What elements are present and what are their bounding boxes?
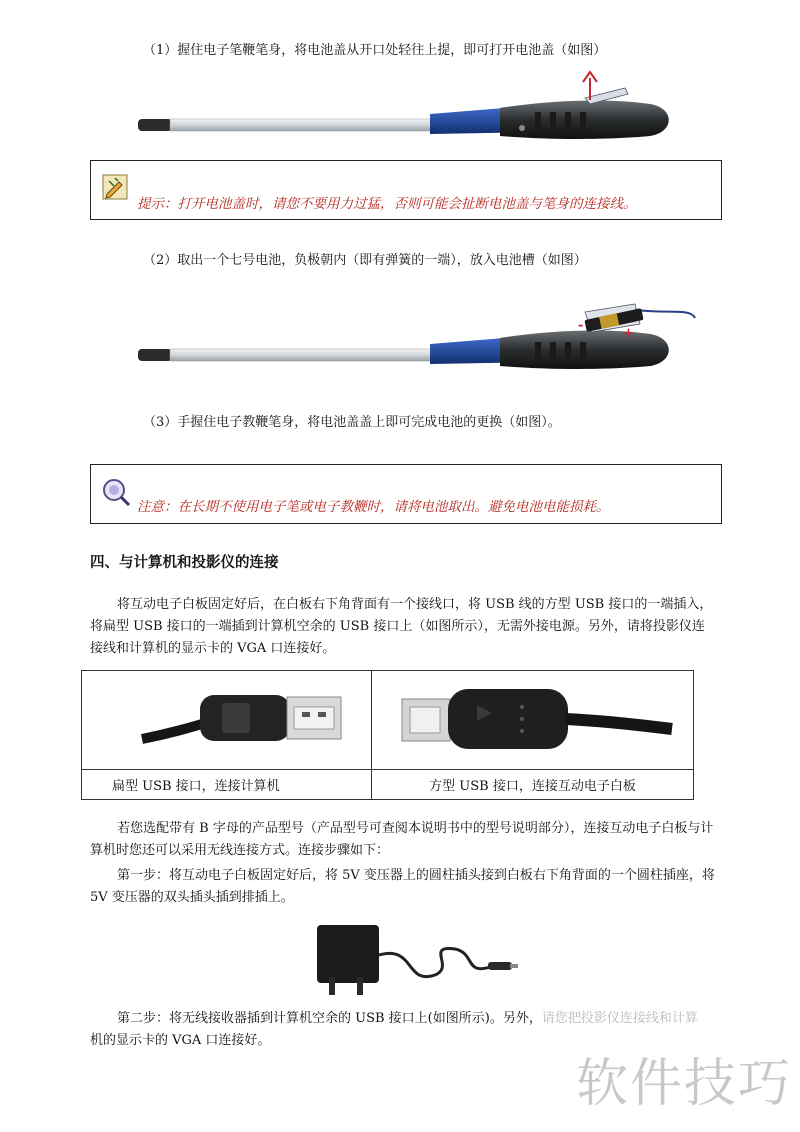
step-one-paragraph: 第一步：将互动电子白板固定好后，将 5V 变压器上的圆柱插头接到白板右下角背面的一个圆柱插座，将 5V 变压器的双头插头插到排插上。: [90, 868, 715, 905]
connection-paragraph: 将互动电子白板固定好后，在白板右下角背面有一个接线口，将 USB 线的方型 USB 接口的一端插入，将扁型 USB 接口的一端插到计算机空余的 USB 接口上（如图所示），无需外接电源。另外，请将投影仪连接线和计算机的显示卡的 VGA 口连接好。: [90, 597, 713, 656]
step-two-line1-text: 第二步：将无线接收器插到计算机空余的 USB 接口上(如图所示)。另外，: [117, 1011, 542, 1026]
step-two-line2: 机的显示卡的 VGA 口连接好。: [90, 1033, 271, 1048]
battery-minus-label: -: [578, 318, 584, 333]
flat-usb-image: [82, 671, 371, 765]
battery-plus-label: +: [623, 326, 634, 341]
square-usb-image: [372, 671, 693, 765]
square-usb-image-cell: [372, 671, 694, 770]
step3-text: （3）手握住电子教鞭笔身，将电池盖盖上即可完成电池的更换（如图）。: [143, 415, 561, 430]
step1-text: （1）握住电子笔鞭笔身，将电池盖从开口处轻往上提，即可打开电池盖（如图）: [143, 43, 607, 58]
tip-box: [90, 160, 722, 220]
pencil-note-icon: [101, 173, 129, 201]
step-two-line1: [117, 1011, 698, 1027]
power-adapter-image: [305, 915, 525, 1005]
pen-closed-image: [130, 70, 690, 150]
up-arrow-icon: [580, 70, 600, 102]
wireless-intro-paragraph: 若您选配带有 B 字母的产品型号（产品型号可查阅本说明书中的型号说明部分），连接互动电子白板与计算机时您还可以采用无线连接方式。连接步骤如下：: [90, 821, 714, 858]
flat-usb-caption: 扁型 USB 接口，连接计算机: [82, 770, 372, 800]
caution-text: 注意：在长期不使用电子笔或电子教鞭时，请将电池取出。避免电池电能损耗。: [137, 499, 610, 515]
step2-text: （2）取出一个七号电池，负极朝内（即有弹簧的一端），放入电池槽（如图）: [143, 253, 587, 268]
flat-usb-image-cell: [82, 671, 372, 770]
magnifier-note-icon: [101, 477, 131, 507]
square-usb-caption: 方型 USB 接口，连接互动电子白板: [372, 770, 694, 800]
tip-text: 提示：打开电池盖时，请您不要用力过猛，否则可能会扯断电池盖与笔身的连接线。: [137, 196, 637, 212]
usb-connector-table: [81, 670, 694, 800]
step-two-faded-text: 请您把投影仪连接线和计算: [541, 1011, 698, 1026]
caution-box: [90, 464, 722, 524]
section-heading: 四、与计算机和投影仪的连接: [90, 554, 279, 571]
watermark: 软件技巧: [575, 1054, 792, 1114]
